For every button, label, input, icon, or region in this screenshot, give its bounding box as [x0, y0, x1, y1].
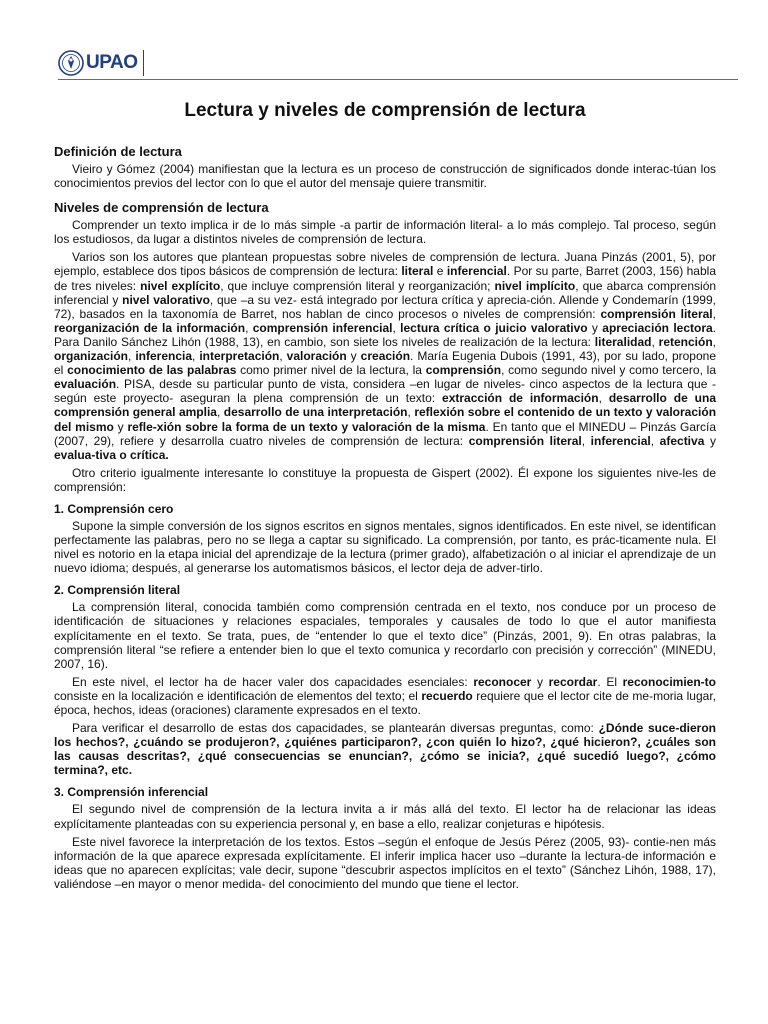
document-title: Lectura y niveles de comprensión de lectura: [184, 100, 586, 121]
text-run: consiste en la localización e identificación de elementos del texto; el: [54, 688, 422, 703]
bold-text: recordar: [548, 674, 598, 689]
text-run: . Por su parte, Barret (2003, 156) habla de tres niveles:: [54, 264, 716, 293]
bold-text: nivel implícito: [494, 278, 576, 293]
text-run: como primer nivel de la lectura, la: [236, 363, 426, 378]
bold-text: inferencial: [590, 433, 651, 448]
section-heading-niveles: Niveles de comprensión de lectura: [54, 200, 269, 216]
text-run: Para verificar el desarrollo de estas dos capacidades, se plantearán diversas preguntas, como:: [72, 721, 599, 736]
text-run: , que –a su vez- está integrado por lectura crítica y aprecia-ción. Allende y Condemarín (1999, 72), basados en la taxonomía de Barret, nos hablan de cinco procesos o niveles de comprensión:: [54, 292, 716, 321]
text-run: ,: [581, 433, 591, 448]
upao-logo: [58, 48, 144, 78]
text-run: y: [113, 419, 128, 434]
bold-text: comprensión: [425, 363, 502, 378]
page-header: [58, 44, 738, 80]
text-run: En este nivel, el lector ha de hacer valer dos capacidades esenciales:: [72, 674, 474, 689]
text-run: . El: [597, 674, 623, 689]
logo-text: UPAO: [86, 52, 138, 73]
text-run: y: [346, 349, 361, 364]
subsection-heading-comprension-literal: 2. Comprensión literal: [54, 583, 181, 598]
paragraph: [54, 250, 716, 461]
text-run: La comprensión literal, conocida también como comprensión centrada en el texto, nos conduce por un proceso de identificación de situaciones y relaciones espaciales, temporales y causales de todo lo que el autor manifiesta explícitamente en el texto. Se trata, pues, de “entender lo que el texto dice” (Pinzás, 2001, 9). En otras palabras, la comprensión literal “se refiere a entender bien lo que el texto comunica y recordarlo con precisión y corrección” (MINEDU, 2007, 16).: [54, 600, 716, 671]
bold-text: conocimiento de las palabras: [67, 363, 237, 378]
text-run: , que abarca comprensión inferencial y: [54, 278, 717, 307]
text-run: El segundo nivel de comprensión de la lectura invita a ir más allá del texto. El lector ha de relacionar las ideas explícitamente planteadas con su experiencia personal y, en base a ello, realizar conjeturas e hipótesis.: [54, 802, 716, 831]
text-run: ,: [128, 349, 136, 364]
bold-text: extracción de información: [442, 391, 599, 406]
text-run: ,: [192, 349, 200, 364]
subsection-heading-comprension-inferencial: 3. Comprensión inferencial: [54, 785, 209, 800]
text-run: . Para Danilo Sánchez Lihón (1988, 13), en cambio, son siete los niveles de realización de la lectura:: [54, 320, 717, 349]
bold-text: afectiva: [659, 433, 705, 448]
text-run: ,: [598, 391, 609, 406]
text-run: y: [531, 674, 549, 689]
bold-text: creación: [360, 349, 411, 364]
text-run: ,: [216, 405, 224, 420]
paragraph: [54, 218, 716, 246]
bold-text: comprensión literal: [600, 306, 713, 321]
bold-text: inferencial: [446, 264, 507, 279]
text-run: ,: [407, 405, 415, 420]
text-run: Comprender un texto implica ir de lo más simple -a partir de información literal- a lo más complejo. Tal proceso, según los estudiosos, da lugar a distintos niveles de comprensión de lectura.: [54, 218, 716, 247]
document-body: [54, 100, 716, 895]
bold-text: inferencia: [135, 349, 193, 364]
text-run: Este nivel favorece la interpretación de los textos. Estos –según el enfoque de Jesús Pérez (2005, 93)- contie-nen más información de la que aparece expresada explícitamente. El inferir implica hacer uso –durante la lectura-de información e ideas que no aparecen explícitas; vale decir, supone “descubrir aspectos implícitos en el texto” (Sánchez Lihón, 1988, 17), valiéndose –en mayor o menor medida- del conocimiento del mundo que tiene el lector.: [54, 834, 716, 891]
text-run: . María Eugenia Dubois (1991, 43), por su lado, propone el: [54, 349, 717, 378]
bold-text: comprensión literal: [468, 433, 582, 448]
paragraph: [54, 675, 716, 717]
text-run: . PISA, desde su particular punto de vista, considera –en lugar de niveles- cinco aspectos de la lectura que -según este proyecto- aseguran la plena comprensión de un texto:: [54, 377, 716, 406]
bold-text: apreciación lectora: [602, 320, 713, 335]
paragraph: [54, 466, 716, 494]
paragraph: [54, 721, 716, 777]
bold-text: reconocimien-to: [622, 674, 716, 689]
bold-text: evaluación: [54, 377, 117, 392]
text-run: Otro criterio igualmente interesante lo constituye la propuesta de Gispert (2002). Él expone los siguientes nive-les de comprensión:: [54, 465, 716, 494]
text-run: e: [433, 264, 447, 279]
bold-text: desarrollo de una comprensión general amplia: [54, 391, 717, 420]
bold-text: refle-xión sobre la forma de un texto y valoración de la misma: [127, 419, 486, 434]
paragraph: [54, 600, 716, 670]
bold-text: desarrollo de una interpretación: [223, 405, 408, 420]
bold-text: reconocer: [473, 674, 532, 689]
bold-text: ¿Dónde suce-dieron los hechos?, ¿cuándo se produjeron?, ¿quiénes participaron?, ¿con quién lo hizo?, ¿qué hicieron?, ¿cuáles son las causas descritas?, ¿qué consecuencias se enuncian?, ¿cómo se inicia?, ¿qué sucedió luego?, ¿cómo termina?, etc.: [54, 721, 716, 778]
text-run: ,: [651, 334, 659, 349]
header-rule: [58, 79, 738, 80]
paragraph: [54, 802, 716, 830]
bold-text: comprensión inferencial: [252, 320, 393, 335]
text-run: ,: [650, 433, 660, 448]
bold-text: reflexión sobre el contenido de un texto y valoración del mismo: [54, 405, 717, 434]
logo-divider: [143, 50, 144, 76]
section-heading-definicion: Definición de lectura: [54, 144, 182, 159]
text-run: ,: [712, 306, 716, 321]
text-run: . En tanto que el MINEDU – Pinzás García (2007, 29), refiere y desarrolla cuatro niveles de comprensión de lectura:: [54, 419, 716, 448]
university-seal-icon: [58, 50, 84, 76]
paragraph: [54, 519, 716, 575]
bold-text: organización: [54, 349, 129, 364]
paragraph: [54, 835, 716, 891]
text-run: y: [587, 320, 603, 335]
text-run: ,: [712, 334, 717, 349]
bold-text: literalidad: [594, 334, 652, 349]
bold-text: lectura crítica o juicio valorativo: [400, 320, 588, 335]
text-run: ,: [245, 320, 253, 335]
bold-text: retención: [658, 334, 713, 349]
bold-text: literal: [401, 264, 434, 279]
text-run: , como segundo nivel y como tercero, la: [501, 363, 717, 378]
bold-text: reorganización de la información: [54, 320, 246, 335]
bold-text: valoración: [286, 349, 347, 364]
bold-text: nivel explícito: [140, 278, 221, 293]
bold-text: recuerdo: [421, 688, 473, 703]
paragraph: [54, 162, 716, 190]
bold-text: interpretación: [199, 349, 280, 364]
text-run: ,: [392, 320, 401, 335]
text-run: , que incluye comprensión literal y reorganización;: [220, 278, 495, 293]
text-run: Supone la simple conversión de los signos escritos en signos mentales, signos identificados. En este nivel, se identifican perfectamente las palabras, pero no se llega a captar su significado. La comprensión, por tanto, es prác-ticamente nula. El nivel es notorio en la etapa inicial del aprendizaje de la lectura (primer grado), alfabetización o al iniciar el aprendizaje de un nuevo idioma; después, al generarse los automatismos básicos, el lector deja de adver-tirlo.: [54, 518, 716, 576]
text-run: Vieiro y Gómez (2004) manifiestan que la lectura es un proceso de construcción de significados donde interac-túan los conocimientos previos del lector con lo que el autor del mensaje quiere transmitir.: [54, 162, 716, 191]
subsection-heading-comprension-cero: 1. Comprensión cero: [54, 501, 174, 516]
text-run: requiere que el lector cite de me-moria lugar, época, hechos, ideas (oraciones) claramente expresados en el texto.: [54, 688, 716, 717]
bold-text: nivel valorativo: [122, 292, 210, 307]
bold-text: evalua-tiva o crítica.: [54, 447, 169, 462]
text-run: Varios son los autores que plantean propuestas sobre niveles de comprensión de lectura. Juana Pinzás (2001, 5), por ejemplo, establece dos tipos básicos de comprensión de lectura:: [54, 250, 716, 279]
text-run: y: [704, 433, 716, 448]
text-run: ,: [279, 349, 287, 364]
